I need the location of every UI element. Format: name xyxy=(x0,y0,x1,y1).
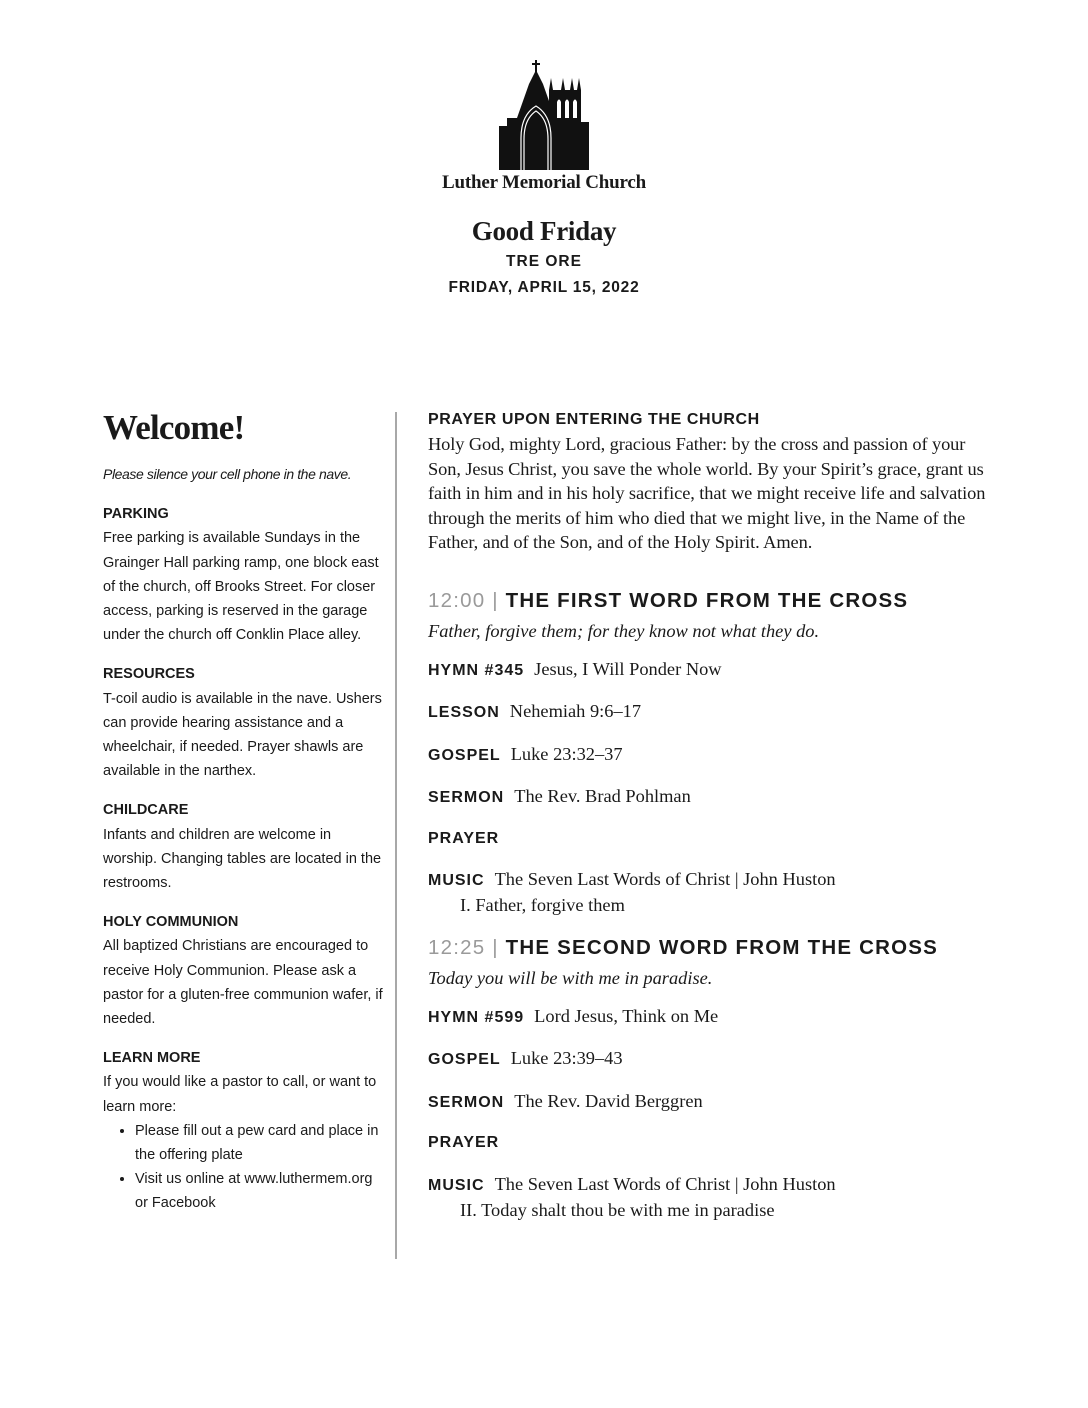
item-label: MUSIC xyxy=(428,872,485,889)
service-date: FRIDAY, APRIL 15, 2022 xyxy=(448,279,640,296)
item-label: HYMN #345 xyxy=(428,661,525,679)
item-movement: II. Today shalt thou be with me in paradise xyxy=(460,1199,775,1220)
service-item xyxy=(428,827,988,851)
item-value: The Seven Last Words of Christ | John Huston xyxy=(494,1173,836,1194)
service-subtitle: TRE ORE xyxy=(506,253,582,270)
church-building-icon xyxy=(499,60,589,170)
item-value: Luke 23:39–43 xyxy=(510,1048,623,1068)
service-item xyxy=(428,1172,988,1222)
prayer-heading: PRAYER UPON ENTERING THE CHURCH xyxy=(428,411,760,428)
info-childcare xyxy=(103,798,383,895)
word-quote: Father, forgive them; for they know not what they do. xyxy=(428,620,820,641)
word-title: THE SECOND WORD FROM THE CROSS xyxy=(505,935,938,959)
info-resources xyxy=(103,662,383,783)
item-label: HYMN #599 xyxy=(428,1008,525,1026)
service-item xyxy=(428,867,988,917)
service-item xyxy=(428,699,988,725)
info-parking xyxy=(103,502,383,647)
word-quote: Today you will be with me in paradise. xyxy=(428,967,713,988)
word-heading xyxy=(428,587,988,615)
info-holy-communion xyxy=(103,910,383,1031)
service-item xyxy=(428,1046,988,1072)
item-value: Luke 23:32–37 xyxy=(510,743,623,764)
word-time: 12:25 xyxy=(428,935,486,959)
item-value: The Seven Last Words of Christ | John Huston xyxy=(494,869,836,889)
info-heading: LEARN MORE xyxy=(103,1050,201,1067)
service-item xyxy=(428,1131,988,1155)
welcome-column xyxy=(103,408,383,1231)
separator: | xyxy=(492,588,499,612)
bulletin-header xyxy=(0,60,1088,297)
item-value: Lord Jesus, Think on Me xyxy=(534,1005,719,1026)
church-name: Luther Memorial Church xyxy=(442,172,646,193)
service-title: Good Friday xyxy=(471,216,617,246)
service-item xyxy=(428,1004,988,1030)
item-value: The Rev. David Berggren xyxy=(514,1090,703,1111)
word-time: 12:00 xyxy=(428,588,486,612)
info-heading: HOLY COMMUNION xyxy=(103,914,239,931)
info-learn-more xyxy=(103,1046,383,1215)
item-movement: I. Father, forgive them xyxy=(460,895,625,915)
learn-more-list xyxy=(103,1119,383,1216)
word-title: THE FIRST WORD FROM THE CROSS xyxy=(505,588,909,612)
info-body: Infants and children are welcome in worship. Changing tables are located in the restrooms. xyxy=(103,826,382,892)
item-label: SERMON xyxy=(428,1093,505,1111)
service-item xyxy=(428,742,988,768)
prayer-text: Holy God, mighty Lord, gracious Father: by the cross and passion of your Son, Jesus Christ, you save the whole world. By your Spirit’s grace, grant us faith in him and in his holy sacrifice, that we might receive life and salvation through the merits of him who died that we might live, in the Name of the Father, and of the Son, and of the Holy Spirit. Amen. xyxy=(428,434,986,552)
item-label: LESSON xyxy=(428,704,500,721)
item-value: Jesus, I Will Ponder Now xyxy=(534,658,722,679)
info-body: Free parking is available Sundays in the Grainger Hall parking ramp, one block east of the church, off Brooks Street. For closer access, parking is reserved in the garage under the church off Conklin Place alley. xyxy=(103,530,379,644)
order-of-service xyxy=(428,408,988,1238)
item-value: The Rev. Brad Pohlman xyxy=(514,786,691,806)
info-heading: RESOURCES xyxy=(103,666,195,683)
item-label: MUSIC xyxy=(428,1176,485,1194)
list-item-website: • Visit us online at www.luthermem.org or Facebook xyxy=(135,1167,383,1215)
word-heading xyxy=(428,934,988,962)
item-label: PRAYER xyxy=(428,1134,500,1151)
silence-note: Please silence your cell phone in the nave. xyxy=(103,466,352,482)
service-item xyxy=(428,657,988,683)
info-body: If you would like a pastor to call, or want to learn more: xyxy=(103,1074,377,1115)
info-body: All baptized Christians are encouraged to receive Holy Communion. Please ask a pastor for a gluten-free communion wafer, if needed. xyxy=(103,938,383,1028)
separator: | xyxy=(492,935,499,959)
info-heading: CHILDCARE xyxy=(103,802,189,819)
info-body: T-coil audio is available in the nave. Ushers can provide hearing assistance and a wheelchair, if needed. Prayer shawls are available in the narthex. xyxy=(103,690,382,780)
column-divider xyxy=(395,412,397,1259)
list-item: • Please fill out a pew card and place in the offering plate xyxy=(135,1119,383,1167)
item-value: Nehemiah 9:6–17 xyxy=(509,701,642,721)
info-heading: PARKING xyxy=(103,506,169,523)
service-item xyxy=(428,784,988,810)
item-label: PRAYER xyxy=(428,829,500,847)
item-label: SERMON xyxy=(428,789,505,806)
item-label: GOSPEL xyxy=(428,1051,501,1068)
item-label: GOSPEL xyxy=(428,746,501,764)
service-item xyxy=(428,1089,988,1115)
welcome-heading: Welcome! xyxy=(103,408,245,447)
